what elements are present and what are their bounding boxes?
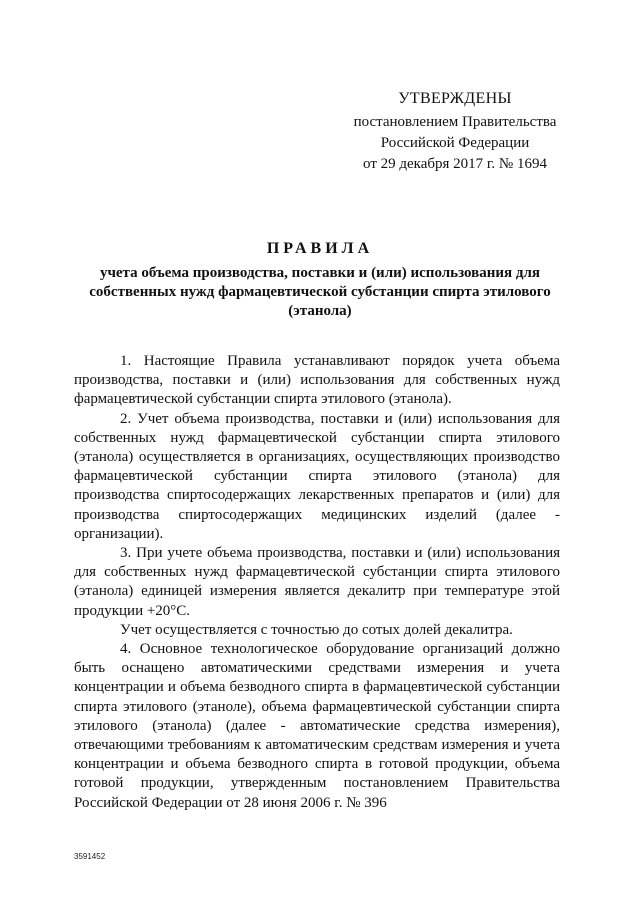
paragraph-3: 3. При учете объема производства, поставки и (или) использования для собственных нужд фармацевтической субстанции спирта этилового (этанола) единицей измерения является декалитр при температуре этой продукции +20°С.: [74, 545, 560, 619]
document-subtitle: учета объема производства, поставки и (или) использования для собственных нужд фармацевтической субстанции спирта этилового (этанола): [89, 265, 551, 319]
paragraph-1: 1. Настоящие Правила устанавливают порядок учета объема производства, поставки и (или) использования для собственных нужд фармацевтической субстанции спирта этилового (этанола).: [74, 353, 560, 408]
approval-line-3: от 29 декабря 2017 г. № 1694: [363, 156, 547, 172]
approval-block: [340, 88, 570, 175]
approval-line-1: постановлением Правительства: [353, 114, 557, 130]
paragraph-3-note: Учет осуществляется с точностью до сотых долей декалитра.: [120, 621, 513, 638]
document-body: [74, 352, 560, 813]
paragraph-2: 2. Учет объема производства, поставки и (или) использования для собственных нужд фармацевтической субстанции спирта этилового (этанола) осуществляется в организациях, осуществляющих производство фармацевтической субстанции спирта этилового (этанола) для производства спиртосодержащих лекарственных препаратов и (или) для производства спиртосодержащих медицинских изделий (далее - организации).: [74, 410, 560, 542]
document-title: ПРАВИЛА: [266, 240, 374, 257]
approval-heading: УТВЕРЖДЕНЫ: [398, 90, 512, 107]
document-number: 3591452: [74, 852, 106, 861]
approval-line-2: Российской Федерации: [380, 135, 530, 151]
paragraph-4: 4. Основное технологическое оборудование организаций должно быть оснащено автоматическими средствами измерения и учета концентрации и объема безводного спирта в фармацевтической субстанции спирта этилового (этаноле), объема фармацевтической субстанции спирта этилового (этанола) (далее - автоматические средства измерения), отвечающими требованиям к автоматическим средствам измерения и учета концентрации и объема безводного спирта в готовой продукции, объема готовой продукции, утвержденным постановлением Правительства Российской Федерации от 28 июня 2006 г. № 396: [74, 641, 560, 811]
